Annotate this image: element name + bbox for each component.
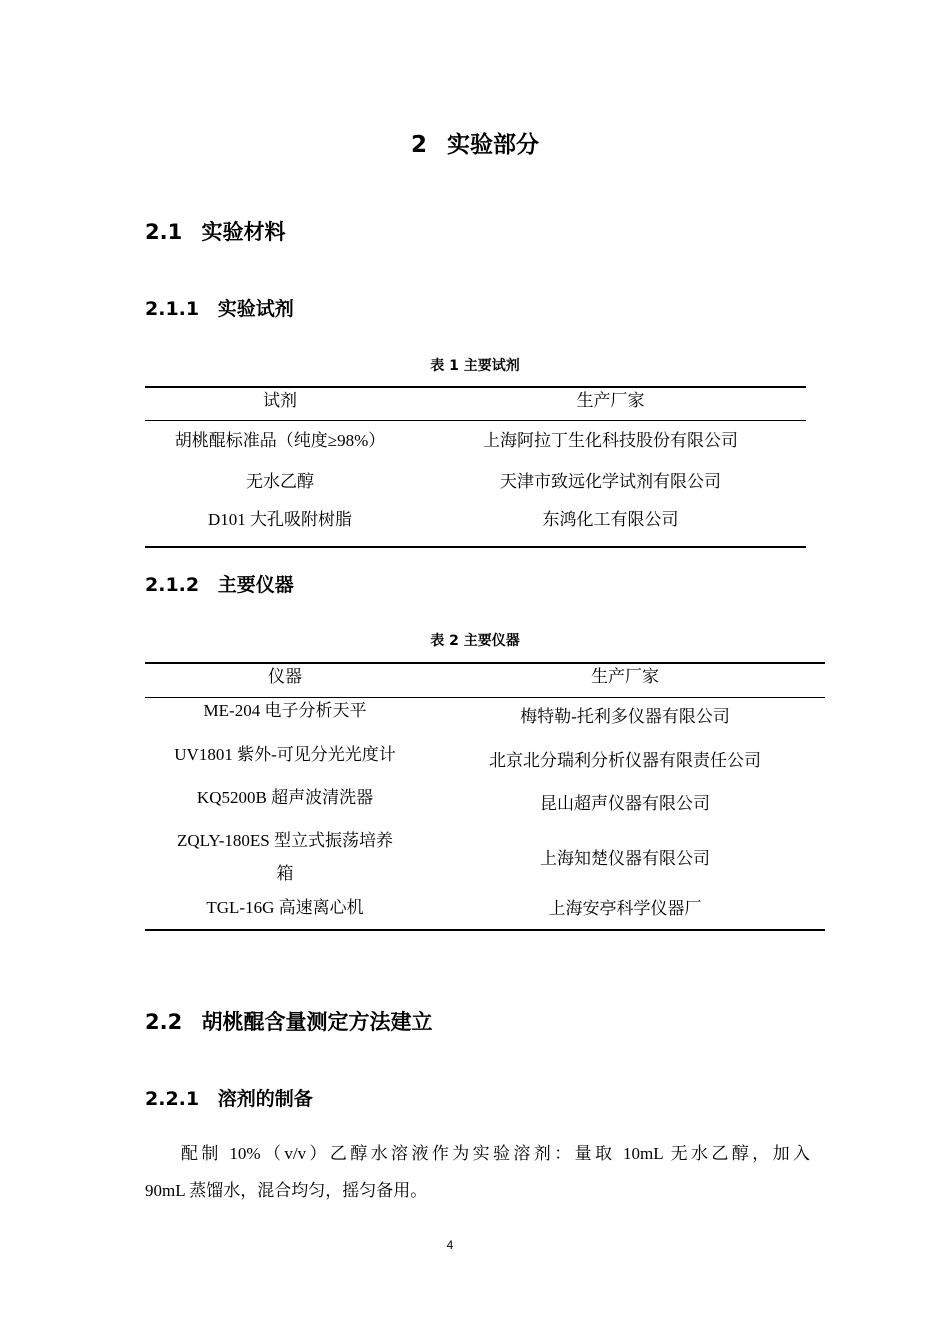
subsection-heading-2-1-2 xyxy=(145,570,294,597)
table1-header-maker: 生产厂家 xyxy=(576,391,645,410)
paragraph-line-2: 90mL 蒸馏水，混合均匀，摇匀备用。 xyxy=(145,1181,428,1200)
table1-cell: 无水乙醇 xyxy=(246,472,314,491)
table1-cell: 上海阿拉丁生化科技股份有限公司 xyxy=(483,431,738,450)
table2-header-maker: 生产厂家 xyxy=(591,667,659,686)
section-heading-2-1 xyxy=(145,216,286,246)
table2-cell: KQ5200B 超声波清洗器 xyxy=(196,788,374,807)
subsection-title: 溶剂的制备 xyxy=(217,1088,313,1110)
table2-header-rule xyxy=(145,697,825,698)
table1-caption: 表 1 主要试剂 xyxy=(430,358,520,374)
section-number: 2.1 xyxy=(145,220,183,244)
table2-top-rule xyxy=(145,662,825,664)
table2-cell: 上海安亭科学仪器厂 xyxy=(548,899,702,918)
section-title: 胡桃醌含量测定方法建立 xyxy=(201,1010,433,1034)
table2-caption: 表 2 主要仪器 xyxy=(430,633,520,649)
subsection-number: 2.1.1 xyxy=(145,298,200,320)
table2-cell: ZQLY-180ES 型立式振荡培养 xyxy=(177,831,393,850)
table2-cell: 北京北分瑞利分析仪器有限责任公司 xyxy=(489,751,761,770)
table2-header-instrument: 仪器 xyxy=(268,667,302,686)
table1-cell: D101 大孔吸附树脂 xyxy=(207,510,353,529)
table1-bottom-rule xyxy=(145,546,806,548)
table2-cell-wrap: 箱 xyxy=(276,864,294,883)
chapter-title: 实验部分 xyxy=(447,132,540,158)
table2-cell: ME-204 电子分析天平 xyxy=(203,701,367,720)
subsection-title: 主要仪器 xyxy=(217,574,294,596)
page-number: 4 xyxy=(446,1238,454,1252)
table2-cell: 梅特勒-托利多仪器有限公司 xyxy=(520,707,730,726)
chapter-number: 2 xyxy=(410,132,427,158)
table1-header-rule xyxy=(145,420,806,421)
table2-cell: TGL-16G 高速离心机 xyxy=(206,898,364,917)
subsection-number: 2.2.1 xyxy=(145,1088,200,1110)
table1-cell: 东鸿化工有限公司 xyxy=(542,510,679,529)
table2-bottom-rule xyxy=(145,929,825,931)
subsection-number: 2.1.2 xyxy=(145,574,200,596)
section-title: 实验材料 xyxy=(201,220,286,244)
table1-cell: 胡桃醌标准品（纯度≥98%） xyxy=(174,431,386,450)
section-number: 2.2 xyxy=(145,1010,183,1034)
body-paragraph xyxy=(145,1135,810,1209)
table2-cell: UV1801 紫外-可见分光光度计 xyxy=(174,745,396,764)
table1-header-reagent: 试剂 xyxy=(263,391,297,410)
table1-cell: 天津市致远化学试剂有限公司 xyxy=(500,472,721,491)
subsection-title: 实验试剂 xyxy=(217,298,294,320)
subsection-heading-2-2-1 xyxy=(145,1084,313,1111)
section-heading-2-2 xyxy=(145,1006,433,1036)
chapter-heading xyxy=(0,126,950,159)
table2-cell: 昆山超声仪器有限公司 xyxy=(540,794,710,813)
subsection-heading-2-1-1 xyxy=(145,294,294,321)
paragraph-line-1: 配制 10%（v/v）乙醇水溶液作为实验溶剂：量取 10mL 无水乙醇，加入 xyxy=(181,1144,810,1163)
table2-cell: 上海知楚仪器有限公司 xyxy=(540,849,710,868)
table1-top-rule xyxy=(145,386,806,388)
